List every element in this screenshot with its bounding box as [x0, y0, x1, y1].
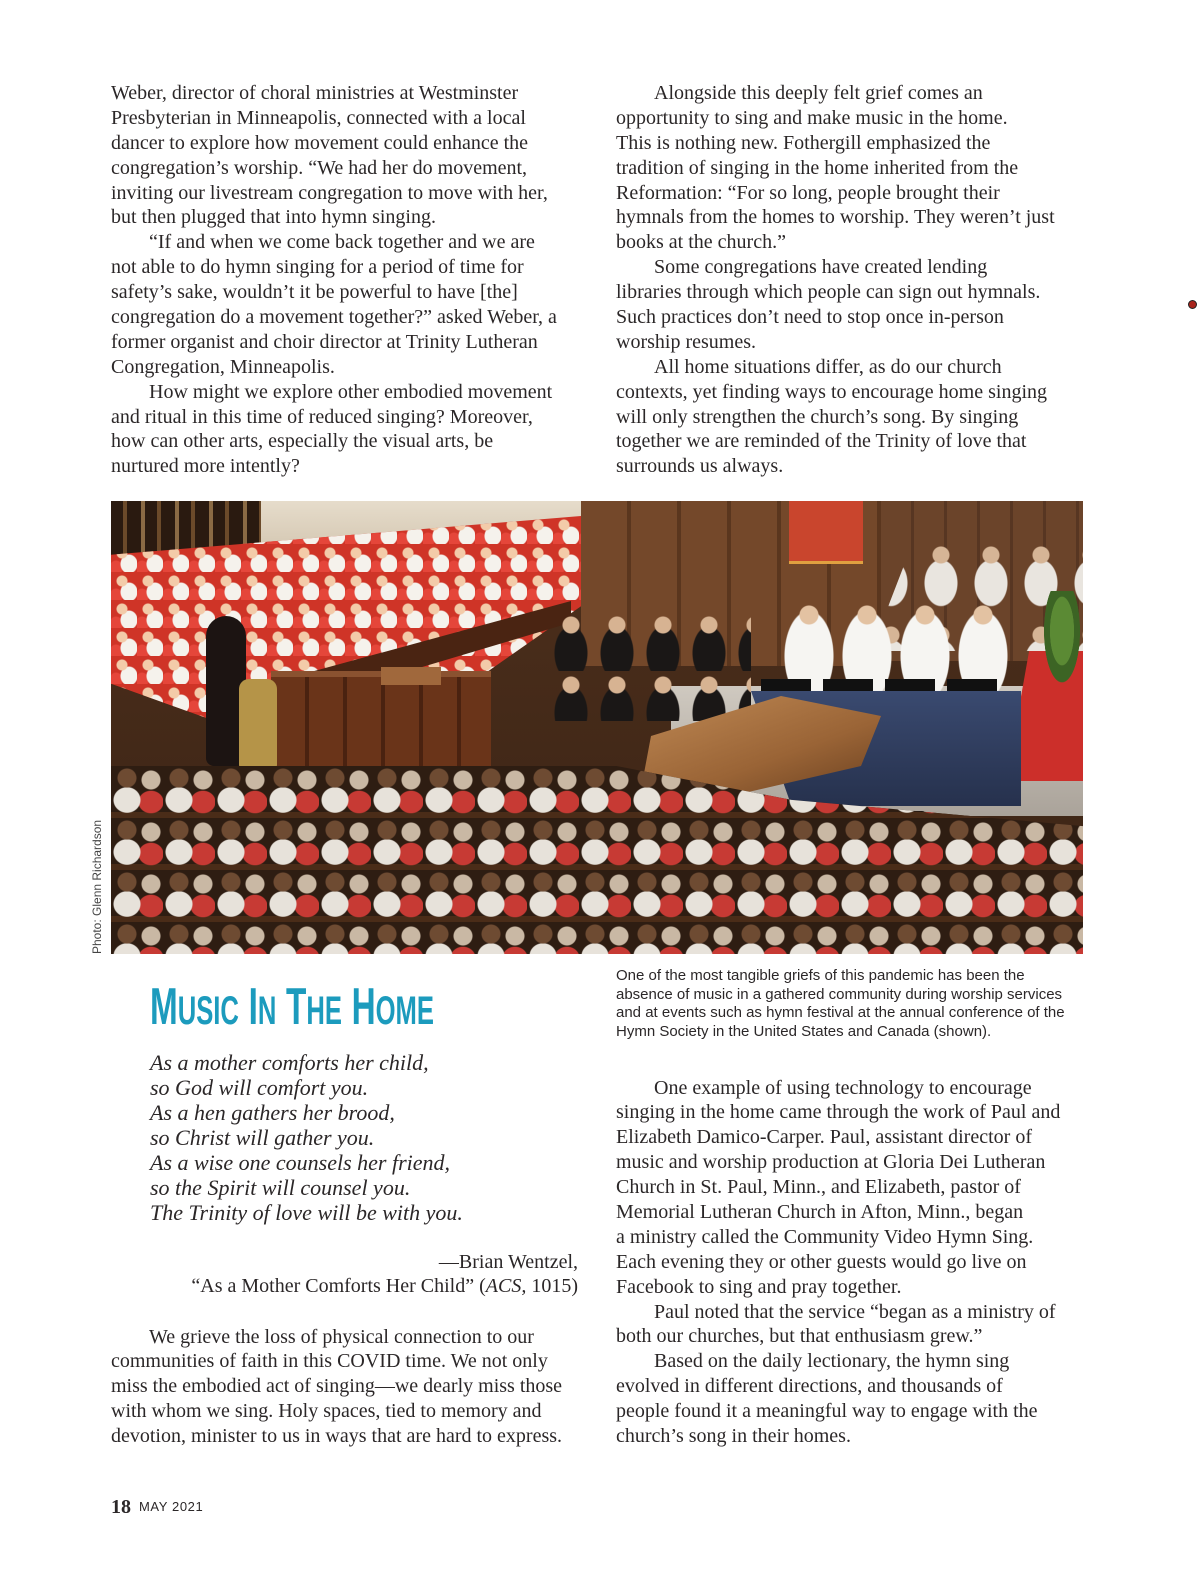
text-line: church’s song in their homes. — [616, 1424, 851, 1447]
caption-line: absence of music in a gathered community during worship services — [616, 985, 1063, 1003]
hymn-festival-photo — [111, 501, 1083, 954]
text-line: Paul noted that the service “began as a ministry of — [654, 1300, 1056, 1323]
text-line: devotion, minister to us in ways that are hard to express. — [111, 1425, 563, 1448]
text-line: both our churches, but that enthusiasm grew.” — [616, 1325, 983, 1348]
text-line: Facebook to sing and pray together. — [616, 1275, 902, 1298]
photo-musicians — [551, 611, 751, 721]
poem-line: As a wise one counsels her friend, — [150, 1149, 451, 1175]
text-line: opportunity to sing and make music in the home. — [616, 106, 1008, 129]
text-line: Memorial Lutheran Church in Afton, Minn., began — [616, 1200, 1024, 1223]
text-line: people found it a meaningful way to engage with the — [616, 1400, 1038, 1423]
caption-line: and at events such as hymn festival at the annual conference of the — [616, 1004, 1065, 1021]
heading-word: HOME — [351, 978, 434, 1036]
attribution-title: “As a Mother Comforts Her Child” ( — [191, 1275, 486, 1298]
left-column-bottom — [111, 1325, 576, 1449]
text-line: This is nothing new. Fothergill emphasized the — [616, 131, 991, 154]
paragraph — [111, 1325, 576, 1449]
caption-line: Hymn Society in the United States and Canada (shown). — [616, 1022, 992, 1040]
text-line: will only strengthen the church’s song. By singing — [616, 405, 1019, 428]
text-line: Reformation: “For so long, people brought their — [616, 181, 1000, 204]
text-line: “If and when we come back together and we are — [149, 231, 535, 254]
text-line: with whom we sing. Holy spaces, tied to memory and — [111, 1400, 542, 1423]
paragraph — [616, 1300, 1086, 1350]
paragraph — [616, 1349, 1086, 1449]
text-line: tradition of singing in the home inherited from the — [616, 156, 1019, 179]
photo-red-banner — [789, 501, 863, 564]
photo-caption — [616, 967, 1086, 1041]
text-line: Based on the daily lectionary, the hymn sing — [654, 1350, 1010, 1373]
attribution-number: 1015) — [526, 1275, 578, 1298]
text-line: nurtured more intently? — [111, 455, 300, 478]
text-line: Alongside this deeply felt grief comes an — [654, 82, 983, 104]
page-number: 18 — [111, 1496, 131, 1518]
caption-line: One of the most tangible griefs of this pandemic has been the — [616, 967, 1025, 984]
text-line: How might we explore other embodied movement — [149, 380, 553, 403]
text-line: Church in St. Paul, Minn., and Elizabeth, pastor of — [616, 1176, 1021, 1199]
quote-attribution — [111, 1250, 578, 1300]
text-line: worship resumes. — [616, 330, 756, 353]
text-line: but then plugged that into hymn singing. — [111, 206, 436, 229]
poem-line: so God will comfort you. — [150, 1074, 369, 1100]
attribution-hymnal: ACS, — [485, 1275, 527, 1298]
attribution-source-line — [111, 1274, 578, 1299]
text-line: libraries through which people can sign out hymnals. — [616, 281, 1041, 304]
text-line: dancer to explore how movement could enhance the — [111, 131, 529, 154]
paragraph — [616, 355, 1086, 479]
text-line: congregation’s worship. “We had her do movement, — [111, 156, 528, 179]
text-line: evolved in different directions, and thousands of — [616, 1375, 1003, 1398]
poem-line: The Trinity of love will be with you. — [150, 1199, 463, 1225]
text-line: together we are reminded of the Trinity of love that — [616, 430, 1027, 453]
paragraph — [616, 255, 1086, 355]
text-line: books at the church.” — [616, 231, 786, 254]
text-line: All home situations differ, as do our church — [654, 355, 1002, 378]
text-line: congregation do a movement together?” asked Weber, a — [111, 306, 557, 329]
right-column-top — [616, 81, 1086, 479]
paragraph — [616, 1076, 1086, 1300]
poem-line: so Christ will gather you. — [150, 1124, 375, 1150]
text-line: music and worship production at Gloria Dei Lutheran — [616, 1151, 1046, 1174]
text-line: One example of using technology to encourage — [654, 1076, 1032, 1099]
text-line: a ministry called the Community Video Hymn Sing. — [616, 1225, 1034, 1248]
text-line: contexts, yet finding ways to encourage home singing — [616, 380, 1048, 403]
photo-coat-on-chair — [239, 679, 277, 769]
page-footer — [111, 1495, 203, 1519]
text-line: miss the embodied act of singing—we dearly miss those — [111, 1375, 563, 1398]
poem-line: As a hen gathers her brood, — [150, 1099, 395, 1125]
paragraph — [111, 230, 576, 379]
text-line: inviting our livestream congregation to move with her, — [111, 181, 548, 204]
heading-word: IN — [248, 978, 277, 1036]
heading-word: MUSIC — [150, 978, 239, 1036]
margin-mark — [1188, 300, 1197, 309]
text-line: safety’s sake, wouldn’t it be powerful to have [the] — [111, 281, 518, 304]
text-line: Such practices don’t need to stop once in-person — [616, 306, 1004, 329]
issue-date: MAY 2021 — [139, 1499, 204, 1514]
paragraph — [111, 380, 576, 480]
text-line: We grieve the loss of physical connection to our — [149, 1325, 534, 1348]
section-heading — [150, 978, 437, 1037]
photo-credit: Photo: Glenn Richardson — [90, 819, 104, 954]
paragraph — [111, 81, 576, 230]
text-line: surrounds us always. — [616, 455, 784, 478]
photo-lectern — [381, 667, 441, 685]
text-line: how can other arts, especially the visual arts, be — [111, 430, 494, 453]
text-line: hymnals from the homes to worship. They weren’t just — [616, 206, 1055, 229]
text-line: Each evening they or other guests would go live on — [616, 1250, 1027, 1273]
text-line: Some congregations have created lending — [654, 256, 988, 279]
text-line: Congregation, Minneapolis. — [111, 355, 335, 378]
text-line: Presbyterian in Minneapolis, connected with a local — [111, 106, 526, 129]
text-line: former organist and choir director at Trinity Lutheran — [111, 330, 538, 353]
attribution-author: —Brian Wentzel, — [438, 1250, 578, 1273]
poem-line: so the Spirit will counsel you. — [150, 1174, 411, 1200]
text-line: Elizabeth Damico-Carper. Paul, assistant director of — [616, 1126, 1032, 1149]
photo-plant — [1041, 591, 1083, 691]
poem-line: As a mother comforts her child, — [150, 1049, 429, 1075]
text-line: and ritual in this time of reduced singing? Moreover, — [111, 405, 533, 428]
text-line: singing in the home came through the work of Paul and — [616, 1101, 1061, 1124]
text-line: communities of faith in this COVID time. We not only — [111, 1350, 548, 1373]
left-column-top — [111, 81, 576, 479]
paragraph — [616, 81, 1086, 255]
hymn-quote — [150, 1050, 580, 1225]
right-column-bottom — [616, 1076, 1086, 1449]
text-line: Weber, director of choral ministries at Westminster — [111, 82, 519, 104]
photo-music-stands — [761, 679, 1001, 693]
text-line: not able to do hymn singing for a period of time for — [111, 256, 524, 279]
heading-word: THE — [286, 978, 342, 1036]
